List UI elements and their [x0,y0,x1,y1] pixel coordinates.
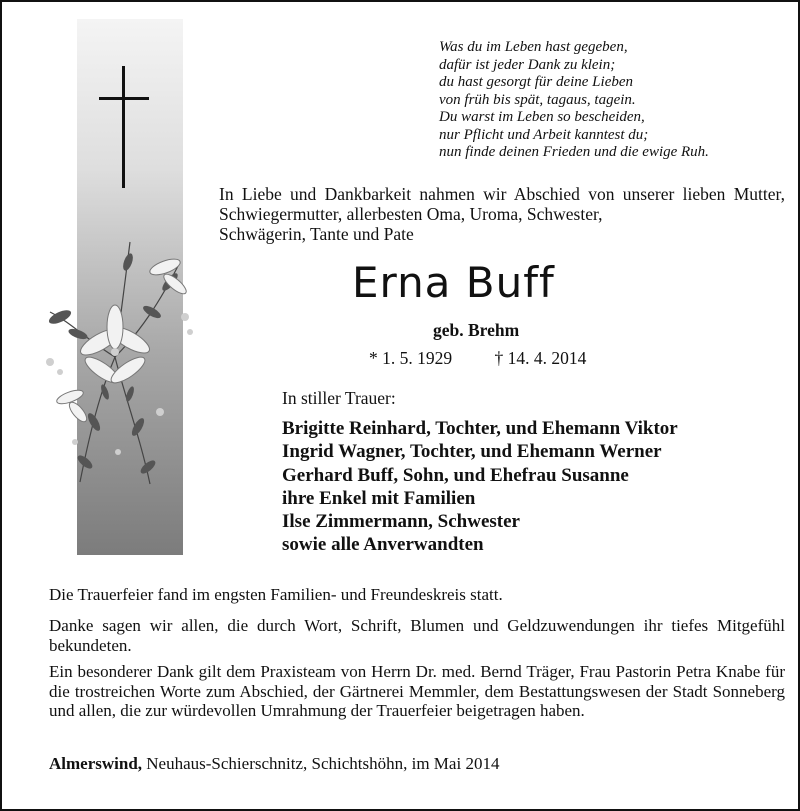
thanks-special: Ein besonderer Dank gilt dem Praxisteam von Herrn Dr. med. Bernd Träger, Frau Pastorin Petra Knabe für die trostreichen Worte zum Abschied, der Gärtnerei Memmler, dem Bestattungswesen der Stadt Sonneberg und allen, die zur würdevollen Umrahmung der Trauerfeier beigetragen haben. [49,662,785,720]
deceased-name: Erna Buff [352,258,555,307]
mourner-line: Ingrid Wagner, Tochter, und Ehemann Werner [282,441,662,463]
mourner-line: Ilse Zimmermann, Schwester [282,511,520,533]
poem-line: Du warst im Leben so bescheiden, [439,109,645,125]
mourner-line: Gerhard Buff, Sohn, und Ehefrau Susanne [282,464,629,486]
mourner-line: Brigitte Reinhard, Tochter, und Ehemann Viktor [282,418,678,439]
cross-icon [96,66,152,188]
signature-rest: Neuhaus-Schierschnitz, Schichtshöhn, im Mai 2014 [142,754,500,773]
poem-line: nun finde deinen Frieden und die ewige Ruh. [439,144,709,160]
thanks-general: Danke sagen wir allen, die durch Wort, Schrift, Blumen und Geldzuwendungen ihr tiefes Mitgefühl bekundeten. [49,616,785,655]
poem-line: du hast gesorgt für deine Lieben [439,74,634,90]
poem-line: nur Pflicht und Arbeit kanntest du; [439,126,649,143]
signature-place: Almerswind, [49,754,143,773]
maiden-name: geb. Brehm [433,320,520,340]
intro-paragraph: In Liebe und Dankbarkeit nahmen wir Abschied von unserer lieben Mutter, Schwiegermutter, allerbesten Oma, Uroma, Schwester, [219,184,785,224]
poem [439,39,784,162]
poem-line: dafür ist jeder Dank zu klein; [439,56,616,73]
intro-text [219,184,785,244]
mourners-title: In stiller Trauer: [282,388,396,408]
intro-last-line: Schwägerin, Tante und Pate [219,224,414,244]
life-dates [369,348,586,369]
death-date: † 14. 4. 2014 [494,348,587,368]
mourners-list [282,417,678,557]
lily-bouquet-icon [30,222,200,492]
funeral-note: Die Trauerfeier fand im engsten Familien- und Freundeskreis statt. [49,585,503,604]
poem-line: von früh bis spät, tagaus, tagein. [439,91,636,108]
birth-date: * 1. 5. 1929 [369,348,453,368]
signature [49,754,785,774]
mourner-line: sowie alle Anverwandten [282,534,484,556]
mourner-line: ihre Enkel mit Familien [282,487,476,509]
poem-line: Was du im Leben hast gegeben, [439,39,628,55]
